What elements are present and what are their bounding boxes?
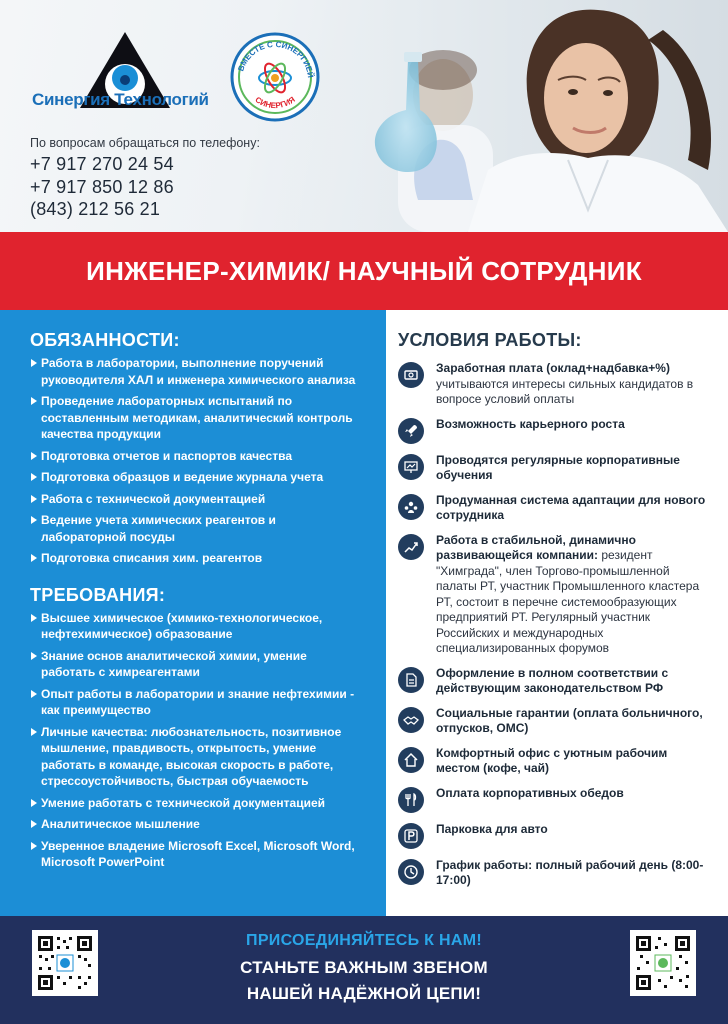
condition-item <box>398 666 708 697</box>
handshake-icon <box>398 707 424 733</box>
join-us-text: ПРИСОЕДИНЯЙТЕСЬ К НАМ! <box>246 932 482 949</box>
phone-3[interactable]: (843) 212 56 21 <box>30 199 161 219</box>
document-icon <box>398 667 424 693</box>
condition-item <box>398 417 708 444</box>
svg-text:ВМЕСТЕ С СИНЕРГИЕЙ: ВМЕСТЕ С СИНЕРГИЕЙ <box>236 39 315 79</box>
requirement-item: Уверенное владение Microsoft Excel, Microsoft Word, Microsoft PowerPoint <box>30 838 364 871</box>
slogan-line-1: СТАНЬТЕ ВАЖНЫМ ЗВЕНОМ <box>240 958 488 977</box>
conditions-title: УСЛОВИЯ РАБОТЫ: <box>398 330 582 350</box>
condition-item <box>398 858 708 889</box>
requirement-item: Умение работать с технической документацией <box>30 795 364 812</box>
scientist-photo <box>268 0 728 232</box>
duty-item: Ведение учета химических реагентов и лабораторной посуды <box>30 512 364 545</box>
requirement-item: Высшее химическое (химико-технологическое, нефтехимическое) образование <box>30 610 364 643</box>
rocket-icon <box>398 418 424 444</box>
phone-2[interactable]: +7 917 850 12 86 <box>30 177 174 197</box>
condition-bold: Комфортный офис с уютным рабочим местом (кофе, чай) <box>436 745 668 775</box>
company-name: Синергия Технологий <box>32 90 209 109</box>
cutlery-icon <box>398 787 424 813</box>
synergy-seal <box>230 32 320 122</box>
condition-text: резидент "Химграда", член Торгово-промышленной палаты РТ, участник Промышленного кластера РТ, состоит в перечне системообразующих предприятий РТ. Регулярный участник Российских и международных специализированных форумов <box>436 548 700 655</box>
team-icon <box>398 494 424 520</box>
condition-bold: Оплата корпоративных обедов <box>436 785 624 800</box>
phone-1[interactable]: +7 917 270 24 54 <box>30 154 174 174</box>
svg-text:СИНЕРГИЯ: СИНЕРГИЯ <box>253 94 297 111</box>
growth-chart-icon <box>398 534 424 560</box>
duty-item: Работа в лаборатории, выполнение поручений руководителя ХАЛ и инженера химического анализа <box>30 355 364 388</box>
header <box>0 0 728 232</box>
presentation-icon <box>398 454 424 480</box>
salary-icon <box>398 362 424 388</box>
condition-bold: Социальные гарантии (оплата больничного, отпусков, ОМС) <box>436 705 703 735</box>
condition-bold: Проводятся регулярные корпоративные обучения <box>436 452 680 482</box>
contact-caption: По вопросам обращаться по телефону: <box>30 136 260 150</box>
requirements-title: ТРЕБОВАНИЯ: <box>30 584 166 605</box>
requirement-item: Знание основ аналитической химии, умение работать с химреагентами <box>30 648 364 681</box>
duty-item: Подготовка образцов и ведение журнала учета <box>30 469 364 486</box>
condition-bold: График работы: полный рабочий день (8:00-17:00) <box>436 857 704 887</box>
condition-item <box>398 533 708 657</box>
duty-item: Работа с технической документацией <box>30 491 364 508</box>
job-title: ИНЖЕНЕР-ХИМИК/ НАУЧНЫЙ СОТРУДНИК <box>86 255 642 286</box>
condition-bold: Парковка для авто <box>436 821 548 836</box>
condition-bold: Заработная плата (оклад+надбавка+%) <box>436 361 670 375</box>
clock-icon <box>398 859 424 885</box>
left-column <box>0 310 386 916</box>
condition-item <box>398 746 708 777</box>
duties-title: ОБЯЗАННОСТИ: <box>30 330 180 350</box>
duty-item: Подготовка отчетов и паспортов качества <box>30 448 364 465</box>
requirement-item: Опыт работы в лаборатории и знание нефтехимии - как преимущество <box>30 686 364 719</box>
footer <box>0 916 728 1024</box>
requirement-item: Аналитическое мышление <box>30 816 364 833</box>
qr-code-right[interactable] <box>630 930 696 996</box>
condition-bold: Возможность карьерного роста <box>436 416 625 431</box>
duty-item: Проведение лабораторных испытаний по составленным методикам, аналитический контроль качества продукции <box>30 393 364 443</box>
home-icon <box>398 747 424 773</box>
duty-item: Подготовка списания хим. реагентов <box>30 550 364 567</box>
title-band <box>0 232 728 310</box>
requirement-item: Личные качества: любознательность, позитивное мышление, правдивость, открытость, умение работать в команде, высокая скорость в работе, стрессоустойчивость, быстрая обучаемость <box>30 724 364 790</box>
slogan-line-2: НАШЕЙ НАДЁЖНОЙ ЦЕПИ! <box>246 984 482 1003</box>
requirements-list <box>30 610 364 871</box>
condition-text: учитываются интересы сильных кандидатов в вопросе условий оплаты <box>436 376 694 406</box>
condition-bold: Работа в стабильной, динамично развивающейся компании: <box>436 532 636 562</box>
parking-icon <box>398 823 424 849</box>
condition-bold: Оформление в полном соответствии с действующим законодательством РФ <box>436 665 669 695</box>
condition-item <box>398 822 708 849</box>
condition-bold: Продуманная система адаптации для нового сотрудника <box>436 492 706 522</box>
condition-item <box>398 786 708 813</box>
condition-item <box>398 453 708 484</box>
condition-item <box>398 493 708 524</box>
duties-list <box>30 355 364 567</box>
condition-item <box>398 361 708 408</box>
condition-item <box>398 706 708 737</box>
right-column <box>386 310 728 916</box>
